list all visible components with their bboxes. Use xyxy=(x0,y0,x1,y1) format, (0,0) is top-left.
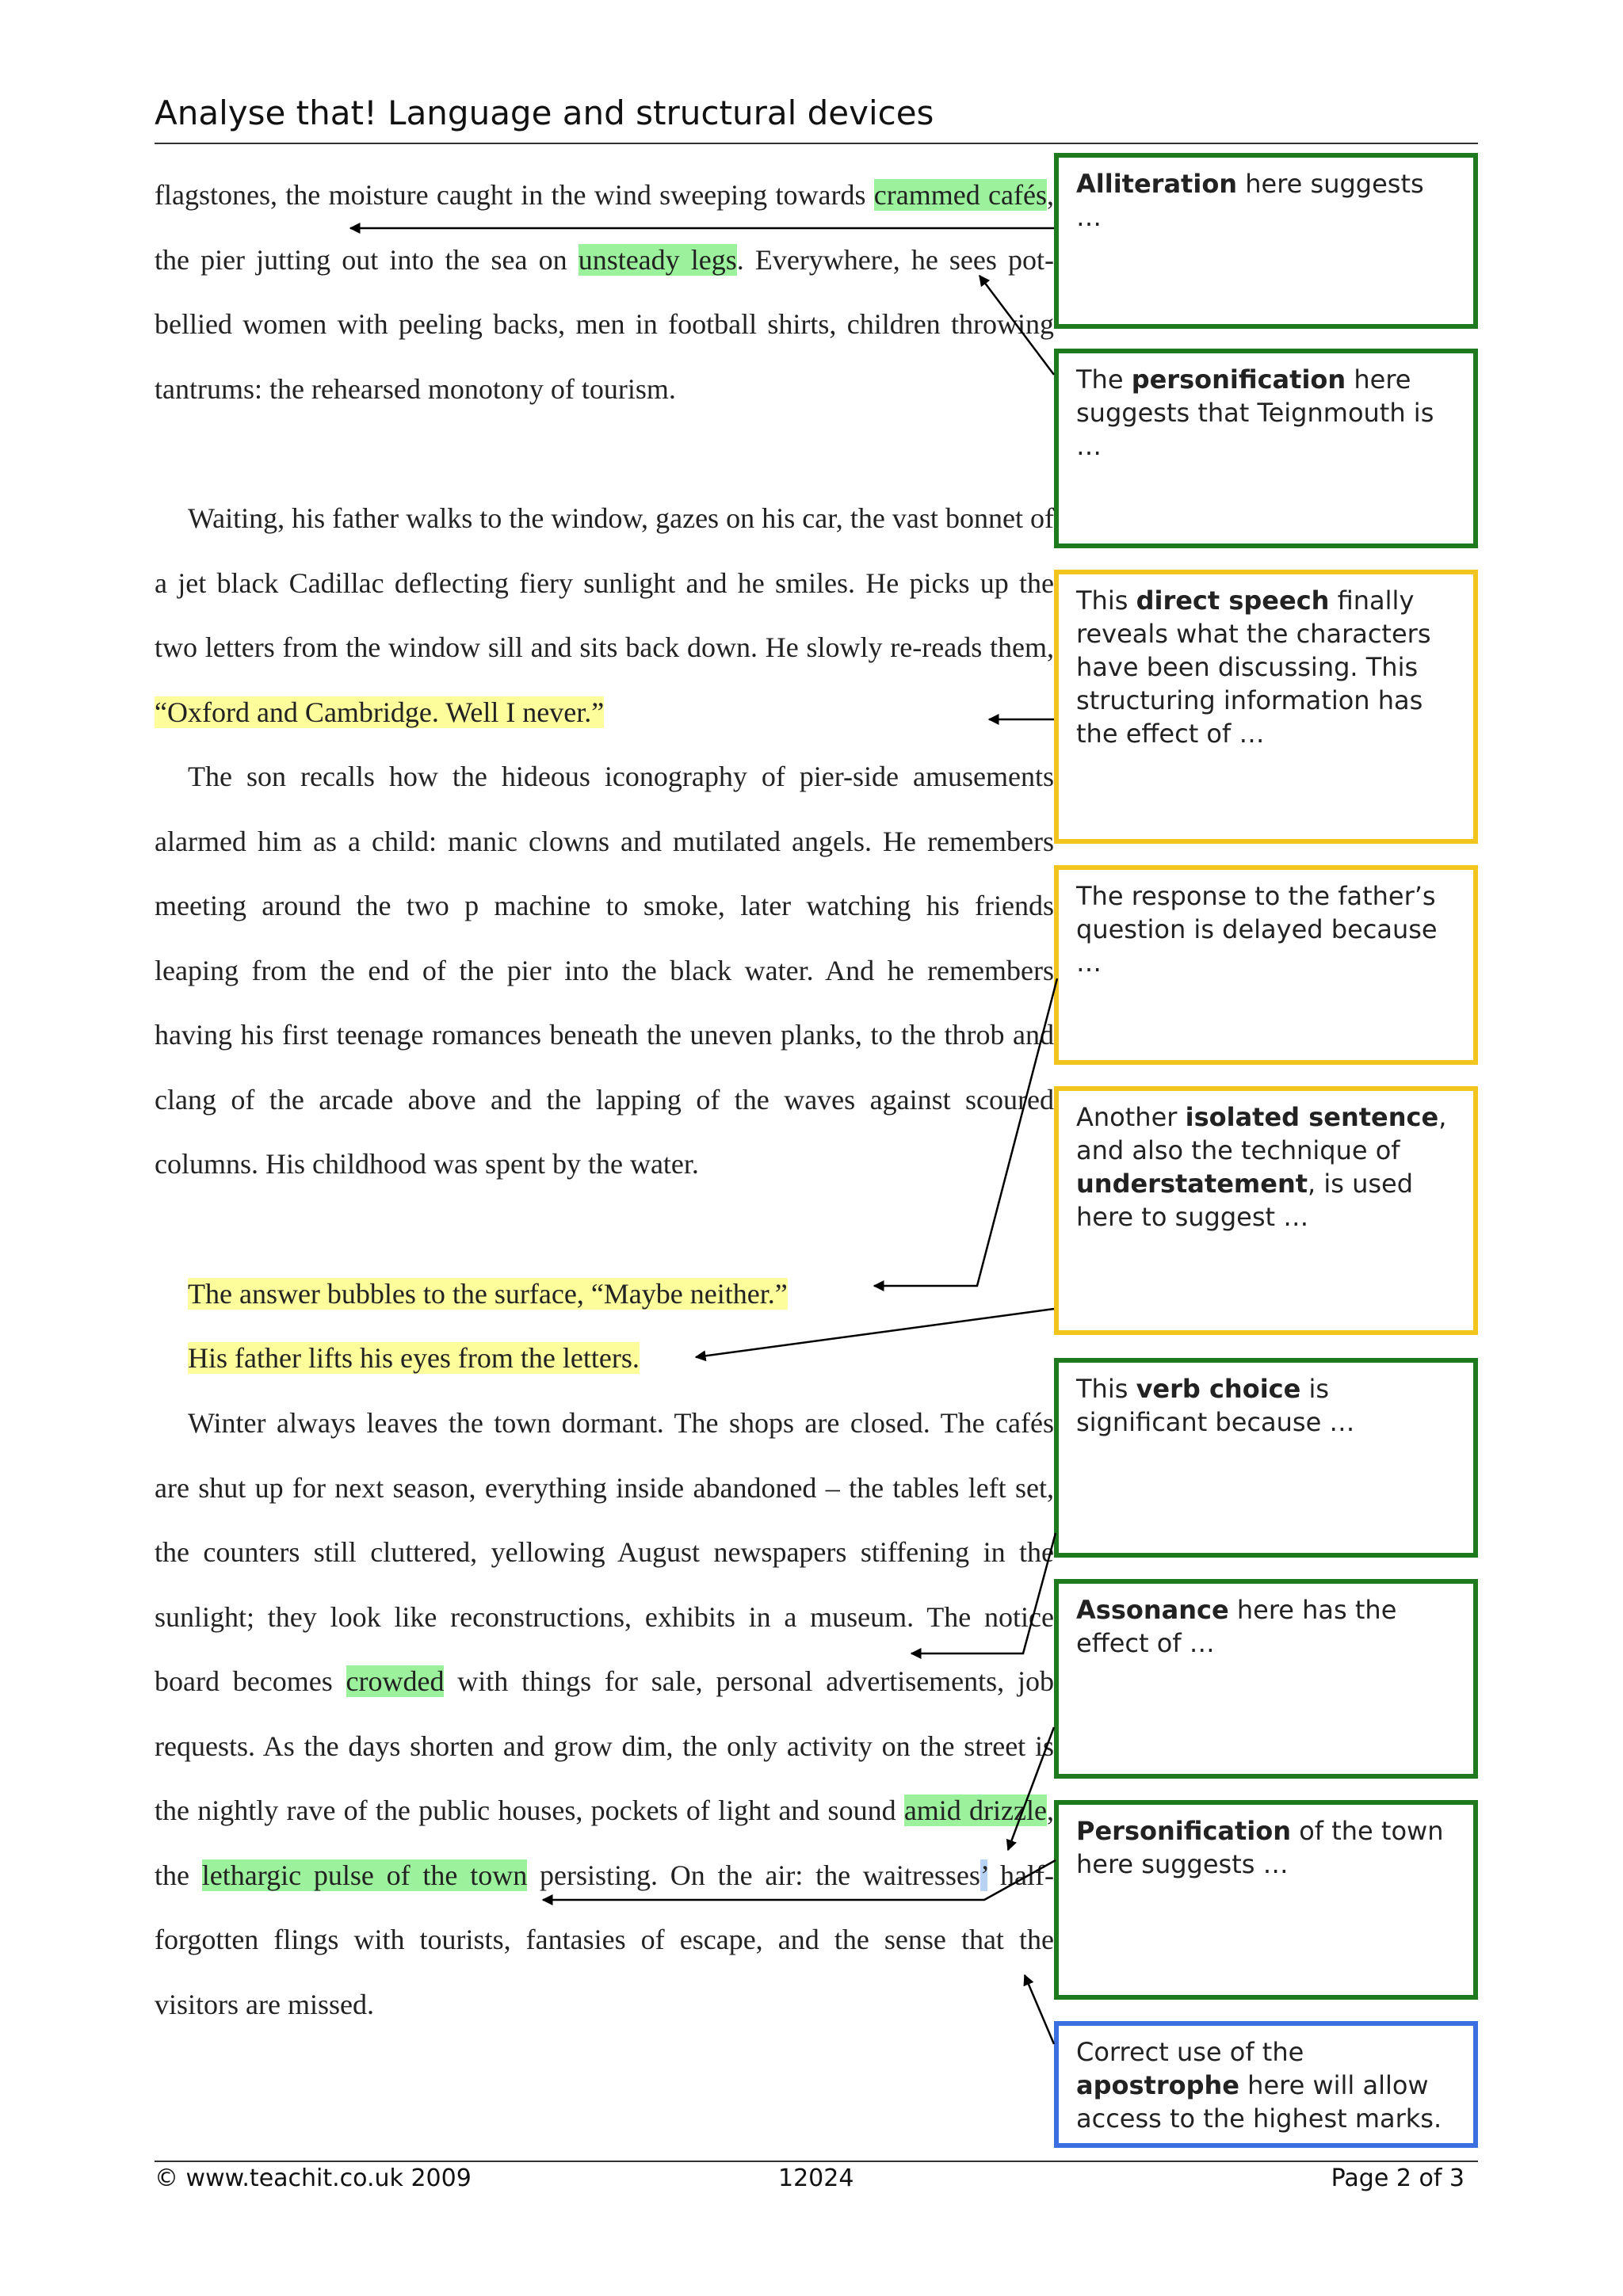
footer-copyright: © www.teachit.co.uk 2009 xyxy=(155,2164,472,2192)
p1-text-c: . Everywhere, he sees pot-bellied women with peeling backs, men in football shirts, children throwing tantrums: the rehearsed monotony of tourism. xyxy=(155,243,1054,405)
annotation-isolated-sentence xyxy=(1054,1086,1478,1335)
annotation-verb-choice xyxy=(1054,1358,1478,1558)
annotation-bold: direct speech xyxy=(1136,585,1330,616)
annotation-assonance xyxy=(1054,1579,1478,1779)
paragraph-1 xyxy=(155,163,1054,421)
highlight-crammed-cafes: crammed cafés xyxy=(873,179,1047,211)
annotation-text: The response to the father’s question is delayed because … xyxy=(1076,881,1438,978)
p4-text-c: , the xyxy=(155,1794,1054,1891)
annotation-bold: Assonance xyxy=(1076,1595,1229,1625)
annotation-text: here suggests that Teignmouth is … xyxy=(1076,364,1434,461)
annotation-bold: verb choice xyxy=(1136,1374,1301,1404)
annotation-bold: Alliteration xyxy=(1076,169,1238,199)
p1-text-b: , the pier jutting out into the sea on xyxy=(155,179,1054,276)
annotation-bold: apostrophe xyxy=(1076,2070,1239,2100)
annotation-text: finally reveals what the characters have been discussing. This structuring information has the effect of … xyxy=(1076,585,1431,749)
annotation-text: Another xyxy=(1076,1102,1186,1132)
annotation-text: The xyxy=(1076,364,1132,395)
annotation-text: here suggests … xyxy=(1076,169,1424,232)
p4-text-d: persisting. On the air: the waitresses xyxy=(527,1859,980,1891)
annotation-direct-speech xyxy=(1054,570,1478,844)
line-father xyxy=(188,1326,640,1391)
p2-text-a: Waiting, his father walks to the window, gazes on his car, the vast bonnet of a jet black Cadillac deflecting fiery sunlight and he smiles. He picks up the two letters from the window sill and sits back down. He slowly re-reads them, xyxy=(155,502,1054,663)
highlight-answer: The answer bubbles to the surface, “Maybe neither.” xyxy=(188,1278,788,1310)
annotation-text: , is used here to suggest … xyxy=(1076,1169,1414,1232)
paragraph-4 xyxy=(155,1391,1054,2037)
footer-rule xyxy=(155,2161,1478,2162)
footer-code: 12024 xyxy=(778,2164,854,2192)
annotation-text: , and also the technique of xyxy=(1076,1102,1447,1165)
annotation-bold: Personification xyxy=(1076,1816,1292,1846)
paragraph-3: The son recalls how the hideous iconography of pier-side amusements alarmed him as a child: manic clowns and mutilated angels. He remembers meeting around the two p machine to smoke, later watching his friends leaping from the end of the pier into the black water. And he remembers having his first teenage romances beneath the uneven planks, to the throb and clang of the arcade above and the lapping of the waves against scoured columns. His childhood was spent by the water. xyxy=(155,761,1054,1180)
highlight-apostrophe: ’ xyxy=(980,1859,988,1891)
p1-text-a: flagstones, the moisture caught in the wind sweeping towards xyxy=(155,179,874,211)
annotation-text: This xyxy=(1076,1374,1136,1404)
p4-text-b: with things for sale, personal advertisements, job requests. As the days shorten and grow dim, the only activity on the street is the nightly rave of the public houses, pockets of light and sound xyxy=(155,1665,1054,1826)
annotation-text: here will allow access to the highest marks. xyxy=(1076,2070,1442,2134)
highlight-amid-drizzle: amid drizzle xyxy=(903,1794,1047,1826)
page-title: Analyse that! Language and structural devices xyxy=(155,93,934,132)
annotation-personification xyxy=(1054,349,1478,548)
annotation-alliteration xyxy=(1054,153,1478,329)
annotation-text: of the town here suggests … xyxy=(1076,1816,1444,1879)
highlight-crowded: crowded xyxy=(346,1665,445,1697)
footer-page: Page 2 of 3 xyxy=(1331,2164,1465,2192)
annotation-delayed-response xyxy=(1054,865,1478,1065)
highlight-father-lifts: His father lifts his eyes from the letters. xyxy=(188,1342,640,1374)
annotation-bold: understatement xyxy=(1076,1169,1308,1199)
p4-text-e: half-forgotten flings with tourists, fantasies of escape, and the sense that the visitors are missed. xyxy=(155,1859,1054,2020)
highlight-lethargic-pulse: lethargic pulse of the town xyxy=(201,1859,528,1891)
annotation-text: Correct use of the xyxy=(1076,2037,1304,2067)
paragraph-2 xyxy=(155,486,1054,745)
annotation-text: This xyxy=(1076,585,1136,616)
header-rule xyxy=(155,143,1478,144)
line-answer xyxy=(188,1262,788,1327)
highlight-direct-speech: “Oxford and Cambridge. Well I never.” xyxy=(155,696,605,728)
annotation-apostrophe xyxy=(1054,2021,1478,2148)
p4-text-a: Winter always leaves the town dormant. The shops are closed. The cafés are shut up for next season, everything inside abandoned – the tables left set, the counters still cluttered, yellowing August newspapers stiffening in the sunlight; they look like reconstructions, exhibits in a museum. The notice board becomes xyxy=(155,1407,1054,1697)
annotation-personification-town xyxy=(1054,1800,1478,2000)
highlight-unsteady-legs: unsteady legs xyxy=(578,243,737,276)
annotation-bold: personification xyxy=(1131,364,1346,395)
annotation-text: is significant because … xyxy=(1076,1374,1355,1437)
annotation-bold: isolated sentence xyxy=(1185,1102,1439,1132)
annotation-text: here has the effect of … xyxy=(1076,1595,1397,1658)
